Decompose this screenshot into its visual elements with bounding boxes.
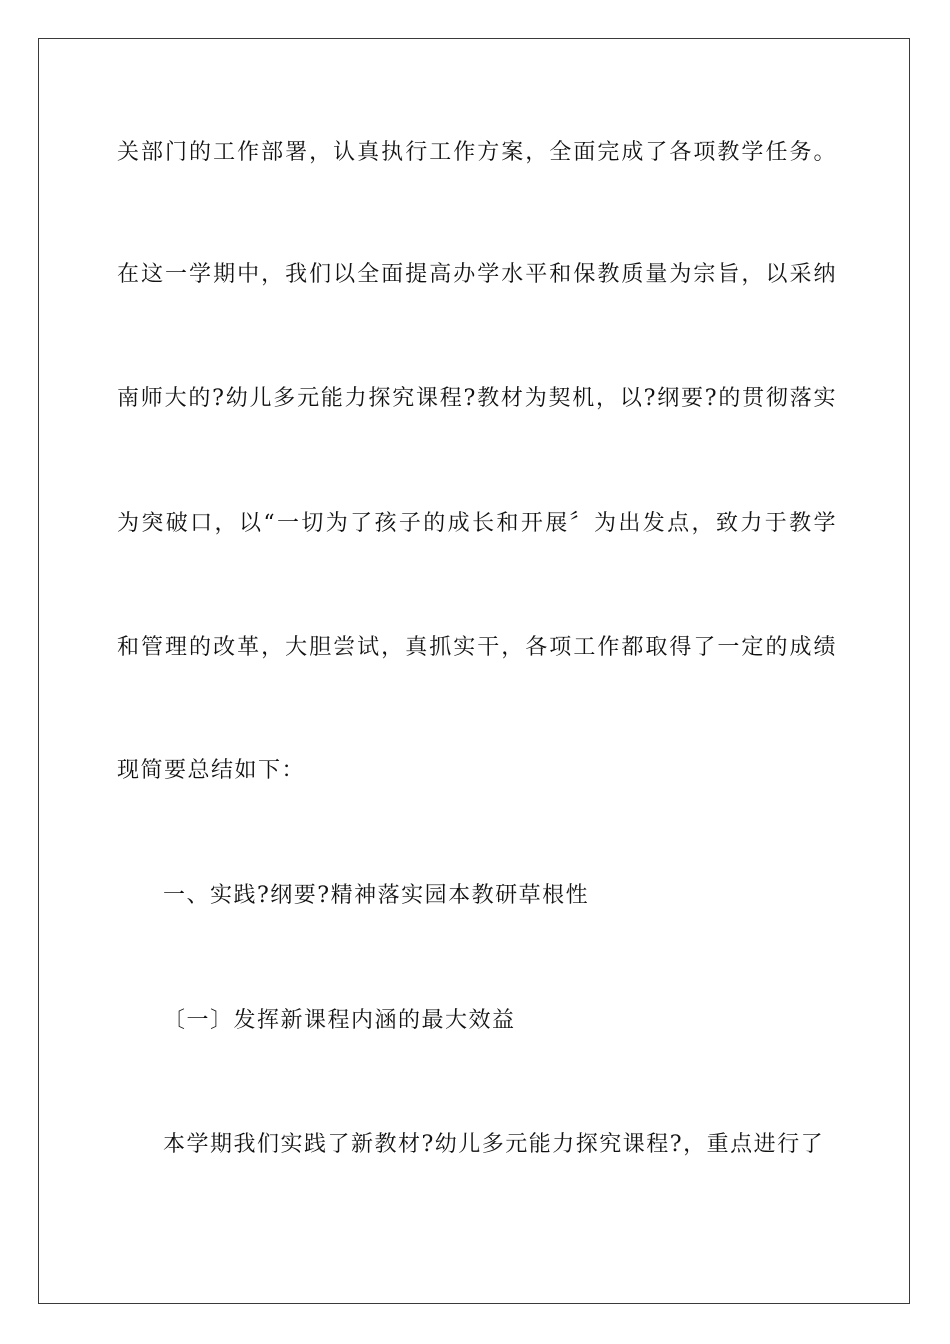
paragraph-line: 关部门的工作部署，认真执行工作方案，全面完成了各项教学任务。 (117, 140, 837, 165)
subsection-heading: 〔一〕发挥新课程内涵的最大效益 (163, 1008, 516, 1033)
paragraph-line: 和管理的改革，大胆尝试，真抓实干，各项工作都取得了一定的成绩 (117, 635, 837, 660)
paragraph-line: 为突破口，以“一切为了孩子的成长和开展〞为出发点，致力于教学 (117, 511, 837, 536)
section-heading: 一、实践?纲要?精神落实园本教研草根性 (163, 883, 590, 908)
page-border (38, 38, 910, 1304)
paragraph-line: 本学期我们实践了新教材?幼儿多元能力探究课程?，重点进行了 (163, 1132, 825, 1157)
paragraph-line: 现简要总结如下： (117, 758, 306, 783)
paragraph-line: 在这一学期中，我们以全面提高办学水平和保教质量为宗旨，以采纳 (117, 262, 837, 287)
paragraph-line: 南师大的?幼儿多元能力探究课程?教材为契机，以?纲要?的贯彻落实 (117, 386, 837, 411)
